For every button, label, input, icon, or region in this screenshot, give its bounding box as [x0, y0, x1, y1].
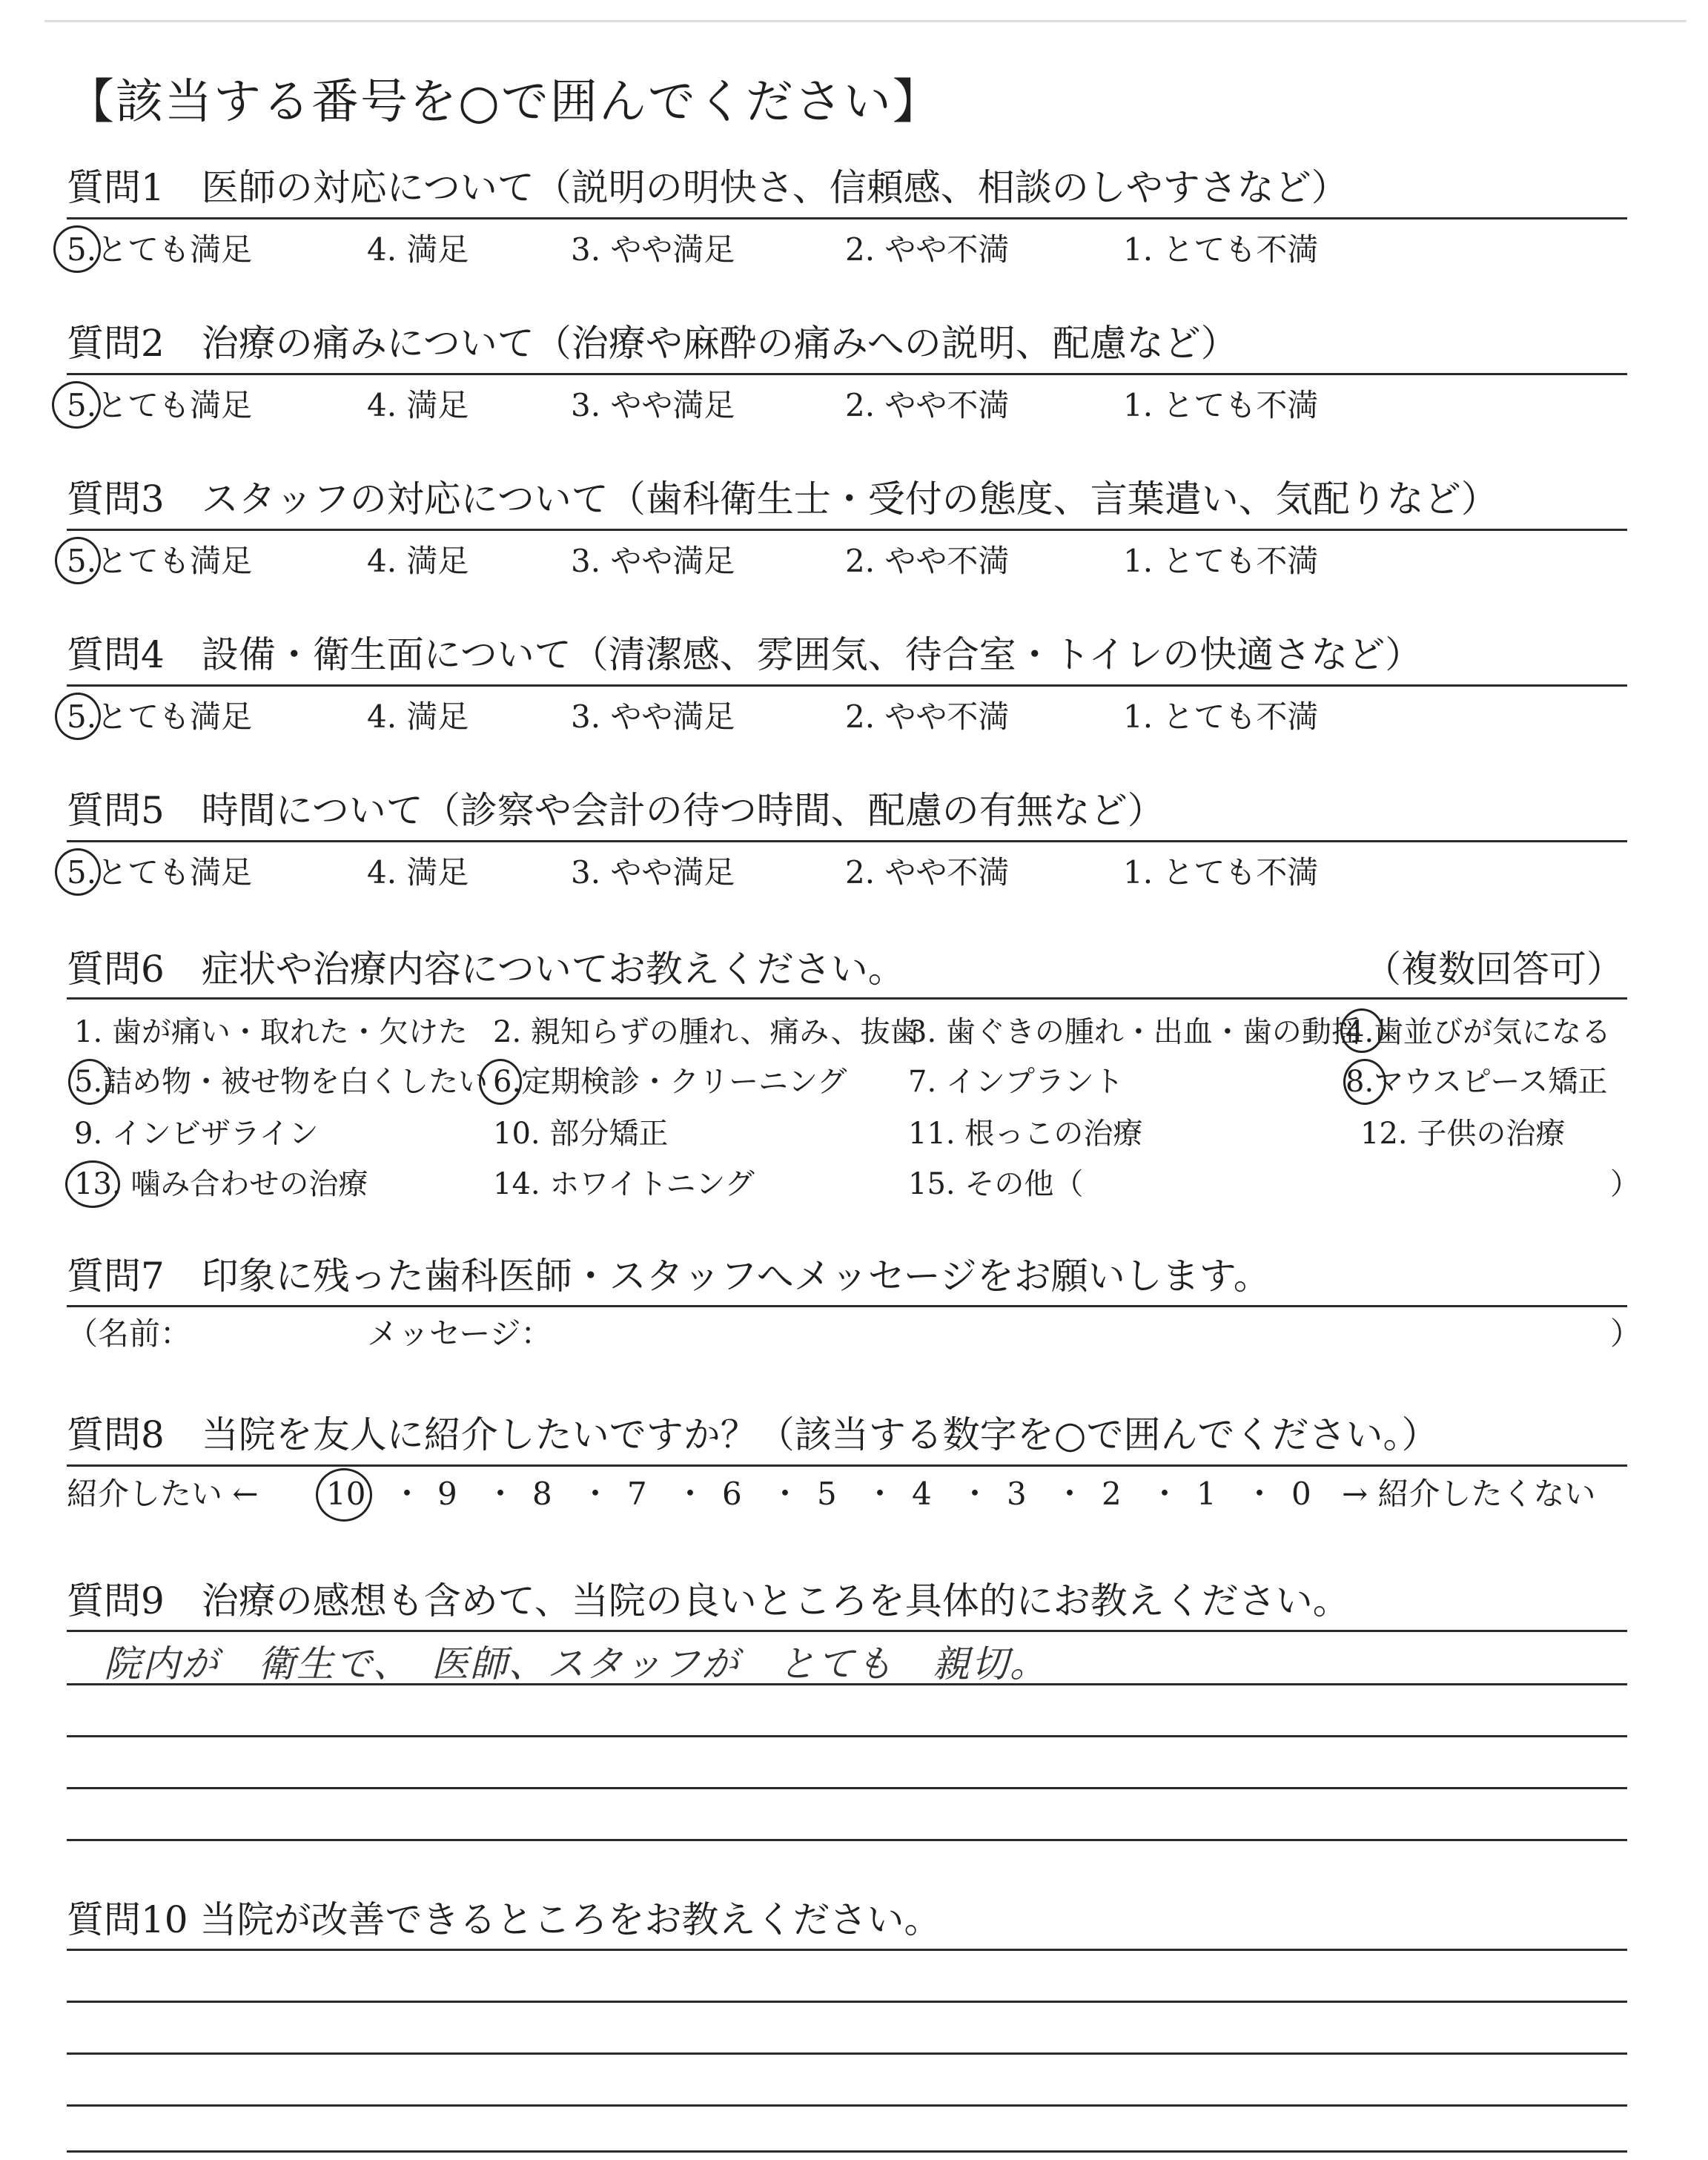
q8-separator: ・ [864, 1476, 896, 1512]
q1-selection-circle [53, 225, 101, 273]
q8-separator: ・ [675, 1476, 706, 1512]
q8-score-7[interactable]: 7 [627, 1476, 647, 1512]
q10-answer-line-2 [67, 2052, 1627, 2055]
q6-selection-circle-6 [479, 1059, 522, 1105]
question-6-label: 質問6 症状や治療内容についてお教えください。 [67, 948, 905, 991]
q5-option-3[interactable]: 3. やや満足 [571, 854, 735, 891]
q3-option-5[interactable]: 5.とても満足 [67, 543, 253, 579]
q7-close-paren: ） [1610, 1315, 1642, 1352]
question-10-label: 質問10 当院が改善できるところをお教えください。 [67, 1898, 941, 1941]
q9-answer-line-1 [67, 1683, 1627, 1685]
q5-option-4[interactable]: 4. 満足 [367, 854, 469, 891]
q8-left-label: 紹介したい ← [67, 1476, 259, 1512]
question-1-label: 質問1 医師の対応について（説明の明快さ、信頼感、相談のしやすさなど） [67, 166, 1348, 209]
q6-option-5[interactable]: 5.詰め物・被せ物を白くしたい [74, 1065, 489, 1099]
question-10-rule [67, 1949, 1627, 1951]
page-title: 【該当する番号を○で囲んでください】 [67, 75, 941, 130]
q2-option-3[interactable]: 3. やや満足 [571, 387, 735, 423]
q8-separator: ・ [1149, 1476, 1181, 1512]
q6-option-7[interactable]: 7. インプラント [908, 1065, 1124, 1099]
q2-option-5[interactable]: 5.とても満足 [67, 387, 253, 423]
q6-option-14[interactable]: 14. ホワイトニング [493, 1167, 755, 1201]
q2-selection-circle [52, 381, 101, 429]
q1-option-3[interactable]: 3. やや満足 [571, 231, 735, 268]
q3-selection-circle [55, 537, 101, 584]
q7-message-label: メッセージ： [367, 1315, 552, 1352]
question-2-rule [67, 373, 1627, 375]
q6-selection-circle-8 [1343, 1059, 1386, 1105]
question-3-label: 質問3 スタッフの対応について（歯科衛生士・受付の態度、言葉遣い、気配りなど） [67, 478, 1498, 521]
q8-right-label: → 紹介したくない [1342, 1476, 1596, 1512]
q8-separator: ・ [769, 1476, 801, 1512]
q6-option-12[interactable]: 12. 子供の治療 [1360, 1117, 1566, 1151]
q10-answer-line-1 [67, 2001, 1627, 2003]
question-7-label: 質問7 印象に残った歯科医師・スタッフへメッセージをお願いします。 [67, 1255, 1271, 1298]
q6-option-10[interactable]: 10. 部分矯正 [493, 1117, 669, 1151]
q6-selection-circle-4 [1340, 1008, 1383, 1053]
q2-option-1[interactable]: 1. とても不満 [1123, 387, 1319, 423]
q8-separator: ・ [485, 1476, 517, 1512]
question-6-rule [67, 997, 1627, 1000]
q6-option-9[interactable]: 9. インビザライン [74, 1117, 319, 1151]
q8-score-4[interactable]: 4 [912, 1476, 932, 1512]
q4-option-5[interactable]: 5.とても満足 [67, 698, 253, 735]
q1-option-2[interactable]: 2. やや不満 [845, 231, 1010, 268]
q5-option-5[interactable]: 5.とても満足 [67, 854, 253, 891]
q9-answer-line-2 [67, 1735, 1627, 1737]
q6-option-3[interactable]: 3. 歯ぐきの腫れ・出血・歯の動揺 [908, 1015, 1361, 1049]
q7-name-label: （名前： [67, 1315, 192, 1352]
q6-selection-circle-5 [68, 1059, 111, 1105]
question-5-rule [67, 840, 1627, 842]
q4-option-3[interactable]: 3. やや満足 [571, 698, 735, 735]
q3-option-4[interactable]: 4. 満足 [367, 543, 469, 579]
q5-option-1[interactable]: 1. とても不満 [1123, 854, 1319, 891]
q6-option-6[interactable]: 6.定期検診・クリーニング [493, 1065, 847, 1099]
q8-score-10[interactable]: 10 [326, 1476, 366, 1512]
q5-selection-circle [55, 848, 101, 896]
q9-handwritten-answer[interactable]: 院内が 衛生で、 医師、スタッフが とても 親切。 [104, 1642, 1048, 1685]
question-9-label: 質問9 治療の感想も含めて、当院の良いところを具体的にお教えください。 [67, 1579, 1350, 1622]
question-3-rule [67, 529, 1627, 531]
q10-answer-line-3 [67, 2104, 1627, 2107]
q6-option-15-close: ） [1610, 1167, 1640, 1201]
question-2-label: 質問2 治療の痛みについて（治療や麻酔の痛みへの説明、配慮など） [67, 322, 1238, 365]
q8-separator: ・ [1054, 1476, 1086, 1512]
q5-option-2[interactable]: 2. やや不満 [845, 854, 1010, 891]
question-4-label: 質問4 設備・衛生面について（清潔感、雰囲気、待合室・トイレの快適さなど） [67, 633, 1423, 676]
q8-separator: ・ [1244, 1476, 1276, 1512]
q8-score-8[interactable]: 8 [532, 1476, 552, 1512]
q8-score-3[interactable]: 3 [1007, 1476, 1027, 1512]
q6-selection-circle-13 [65, 1160, 120, 1208]
q8-score-2[interactable]: 2 [1102, 1476, 1122, 1512]
question-8-rule [67, 1464, 1627, 1467]
q6-option-13[interactable]: 13. 噛み合わせの治療 [74, 1167, 368, 1201]
q9-answer-line-4 [67, 1839, 1627, 1841]
question-8-label: 質問8 当院を友人に紹介したいですか？（該当する数字を○で囲んでください。） [67, 1413, 1439, 1456]
q6-option-1[interactable]: 1. 歯が痛い・取れた・欠けた [74, 1015, 468, 1049]
q2-option-4[interactable]: 4. 満足 [367, 387, 469, 423]
q3-option-1[interactable]: 1. とても不満 [1123, 543, 1319, 579]
question-1-rule [67, 217, 1627, 219]
question-4-rule [67, 684, 1627, 687]
question-5-label: 質問5 時間について（診察や会計の待つ時間、配慮の有無など） [67, 789, 1165, 832]
q8-score-0[interactable]: 0 [1291, 1476, 1311, 1512]
q4-option-4[interactable]: 4. 満足 [367, 698, 469, 735]
q10-answer-line-4 [67, 2150, 1627, 2153]
q3-option-3[interactable]: 3. やや満足 [571, 543, 735, 579]
q1-option-1[interactable]: 1. とても不満 [1123, 231, 1319, 268]
q8-separator: ・ [391, 1476, 423, 1512]
q3-option-2[interactable]: 2. やや不満 [845, 543, 1010, 579]
q1-option-5[interactable]: 5.とても満足 [67, 231, 253, 268]
q9-answer-line-3 [67, 1787, 1627, 1789]
q6-option-4[interactable]: 4.歯並びが気になる [1345, 1015, 1612, 1049]
q8-selection-circle [316, 1468, 372, 1522]
q8-separator: ・ [580, 1476, 612, 1512]
q4-selection-circle [55, 693, 101, 740]
q8-score-6[interactable]: 6 [722, 1476, 742, 1512]
q8-score-1[interactable]: 1 [1196, 1476, 1217, 1512]
q6-option-11[interactable]: 11. 根っこの治療 [908, 1117, 1143, 1151]
q4-option-1[interactable]: 1. とても不満 [1123, 698, 1319, 735]
question-6-note: （複数回答可） [1364, 948, 1623, 991]
q6-option-15[interactable]: 15. その他（ [908, 1167, 1084, 1201]
q4-option-2[interactable]: 2. やや不満 [845, 698, 1010, 735]
q6-option-2[interactable]: 2. 親知らずの腫れ、痛み、抜歯 [493, 1015, 920, 1049]
q1-option-4[interactable]: 4. 満足 [367, 231, 469, 268]
q8-score-5[interactable]: 5 [817, 1476, 837, 1512]
q2-option-2[interactable]: 2. やや不満 [845, 387, 1010, 423]
q8-score-9[interactable]: 9 [437, 1476, 457, 1512]
q8-separator: ・ [959, 1476, 991, 1512]
question-7-rule [67, 1305, 1627, 1307]
question-9-rule [67, 1630, 1627, 1632]
page-top-edge [44, 20, 1687, 22]
q6-option-8[interactable]: 8.マウスピース矯正 [1345, 1065, 1608, 1099]
